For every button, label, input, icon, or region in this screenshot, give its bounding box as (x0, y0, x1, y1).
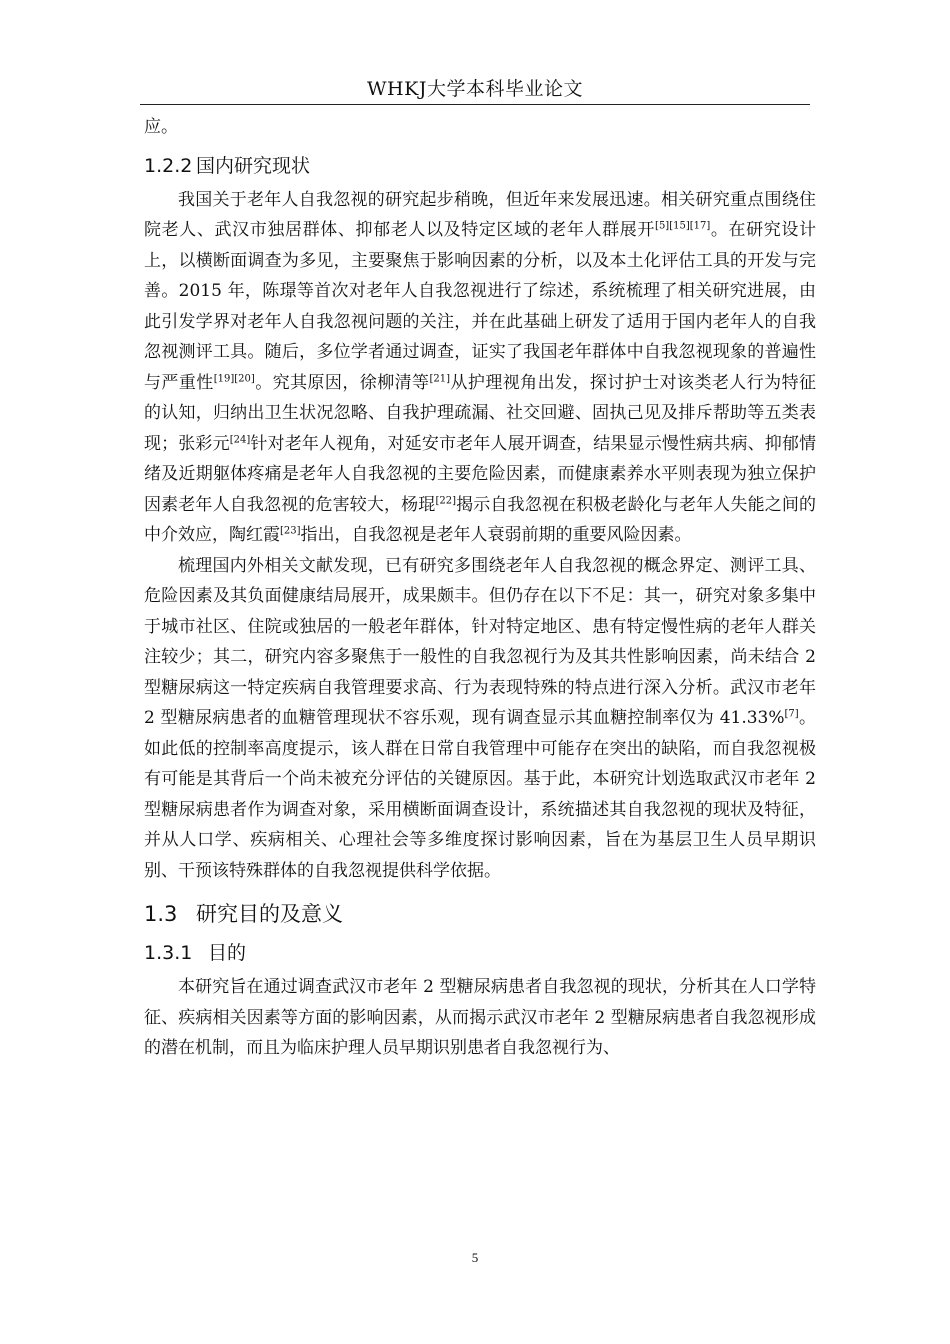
section-title: 目的 (208, 942, 247, 964)
citation: [19][20] (213, 372, 255, 384)
top-fragment: 应。 (144, 117, 178, 137)
text-run: 揭示自我忽视在积极老龄化与老年人失能之间的中介效应，陶红霞 (144, 494, 817, 545)
paragraph-domestic-research (144, 185, 816, 551)
text-run: 梳理国内外相关文献发现，已有研究多围绕老年人自我忽视的概念界定、测评工具、危险因素及其负面健康结局展开，成果颇丰。但仍存在以下不足：其一，研究对象多集中于城市社区、住院或独居的一般老年群体，针对特定地区、患有特定慢性病的老年人群关注较少；其二，研究内容多聚焦于一般性的自我忽视行为及其共性影响因素，尚未结合 2 型糖尿病这一特定疾病自我管理要求高、行为表现特殊的特点进行深入分析。武汉市老年 2 型糖尿病患者的血糖管理现状不容乐观，现有调查显示其血糖控制率仅为 41.33% (144, 555, 816, 728)
text-run: 指出，自我忽视是老年人衰弱前期的重要风险因素。 (300, 525, 692, 545)
text-run: 。在研究设计上，以横断面调查为多见，主要聚焦于影响因素的分析，以及本土化评估工具的开发与完善。2015 年，陈璟等首次对老年人自我忽视进行了综述，系统梳理了相关研究进展，由此引发学界对老年人自我忽视问题的关注，并在此基础上研发了适用于国内老年人的自我忽视测评工具。随后，多位学者通过调查，证实了我国老年群体中自我忽视现象的普遍性与严重性 (144, 220, 817, 393)
citation: [21] (429, 372, 451, 384)
text-run: 针对老年人视角，对延安市老年人展开调查，结果显示慢性病共病、抑郁情绪及近期躯体疼痛是老年人自我忽视的主要危险因素，而健康素养水平则表现为独立保护因素老年人自我忽视的危害较大，杨琨 (144, 433, 817, 515)
section-heading-1-2-2 (144, 151, 816, 181)
citation: [23] (280, 525, 301, 537)
section-number: 1.2.2 (144, 154, 193, 177)
section-number: 1.3.1 (144, 942, 193, 964)
section-number: 1.3 (144, 902, 178, 926)
section-title: 研究目的及意义 (196, 902, 343, 926)
citation: [24] (229, 433, 251, 445)
text-run: 。究其原因，徐柳清等 (254, 372, 430, 393)
citation: [5][15][17] (655, 220, 711, 232)
paragraph-literature-review (144, 551, 816, 887)
page-number: 5 (471, 1250, 479, 1265)
text-run: 我国关于老年人自我忽视的研究起步稍晚，但近年来发展迅速。相关研究重点围绕住院老人、武汉市独居群体、抑郁老人以及特定区域的老年人群展开 (144, 189, 816, 240)
paragraph-objective: 本研究旨在通过调查武汉市老年 2 型糖尿病患者自我忽视的现状，分析其在人口学特征、疾病相关因素等方面的影响因素，从而揭示武汉市老年 2 型糖尿病患者自我忽视形成的潜在机制，而且为临床护理人员早期识别患者自我忽视行为、 (144, 977, 816, 1058)
page-header: WHKJ大学本科毕业论文 (367, 78, 583, 100)
text-run: 从护理视角出发，探讨护士对该类老人行为特征的认知，归纳出卫生状况忽略、自我护理疏漏、社交回避、固执己见及排斥帮助等五类表现；张彩元 (144, 372, 817, 454)
citation: [22] (435, 494, 456, 506)
document-body (144, 112, 816, 1064)
section-title: 国内研究现状 (196, 154, 311, 177)
section-heading-1-3-1 (144, 938, 816, 968)
section-heading-1-3 (144, 898, 816, 930)
citation: [7] (784, 708, 799, 720)
text-run: 。如此低的控制率高度提示，该人群在日常自我管理中可能存在突出的缺陷，而自我忽视极有可能是其背后一个尚未被充分评估的关键原因。基于此，本研究计划选取武汉市老年 2 型糖尿病患者作为调查对象，采用横断面调查设计，系统描述其自我忽视的现状及特征，并从人口学、疾病相关、心理社会等多维度探讨影响因素，旨在为基层卫生人员早期识别、干预该特殊群体的自我忽视提供科学依据。 (144, 708, 816, 881)
header-rule (140, 104, 810, 105)
